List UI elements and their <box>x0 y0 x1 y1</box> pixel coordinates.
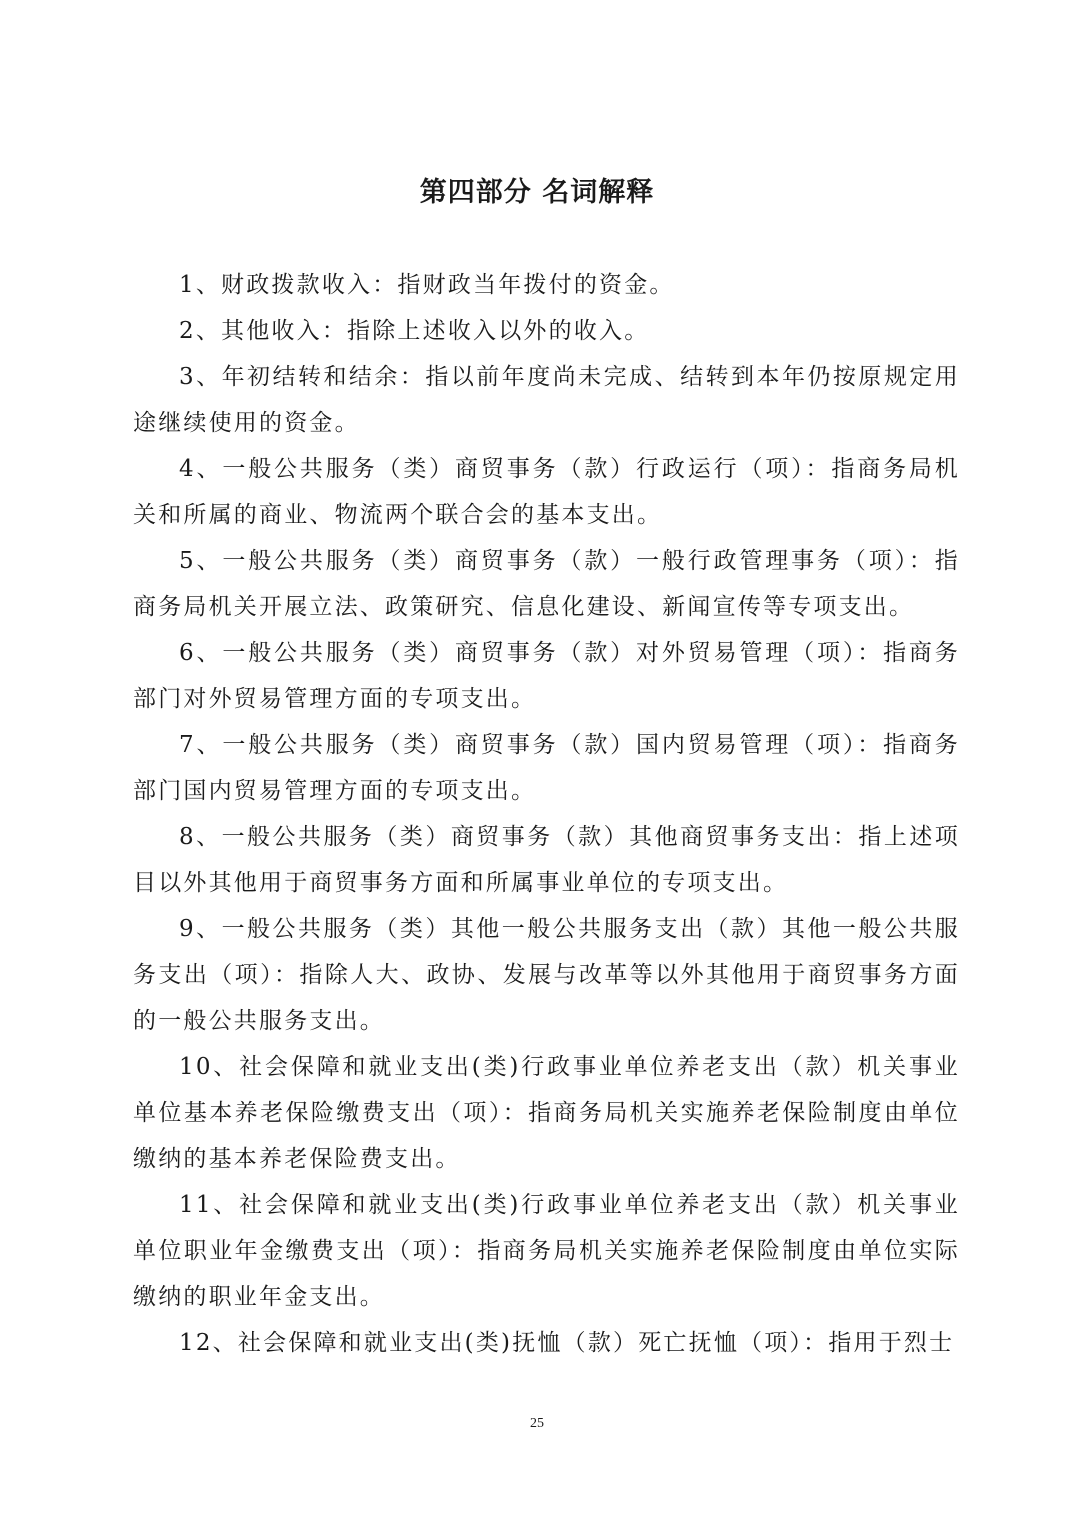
glossary-item-5: 5、一般公共服务（类）商贸事务（款）一般行政管理事务（项）：指商务局机关开展立法、政策研究、信息化建设、新闻宣传等专项支出。 <box>133 548 960 620</box>
page-title: 第四部分 名词解释 <box>419 177 655 208</box>
glossary-item-6: 6、一般公共服务（类）商贸事务（款）对外贸易管理（项）：指商务部门对外贸易管理方面的专项支出。 <box>133 640 960 712</box>
glossary-item-12: 12、社会保障和就业支出(类)抚恤（款）死亡抚恤（项）：指用于烈士 <box>179 1330 955 1356</box>
glossary-body <box>133 262 960 1366</box>
glossary-item-7: 7、一般公共服务（类）商贸事务（款）国内贸易管理（项）：指商务部门国内贸易管理方面的专项支出。 <box>133 732 960 804</box>
glossary-item-2: 2、其他收入：指除上述收入以外的收入。 <box>179 318 650 344</box>
glossary-item-10: 10、社会保障和就业支出(类)行政事业单位养老支出（款）机关事业单位基本养老保险缴费支出（项）：指商务局机关实施养老保险制度由单位缴纳的基本养老保险费支出。 <box>133 1054 960 1172</box>
glossary-item-8: 8、一般公共服务（类）商贸事务（款）其他商贸事务支出：指上述项目以外其他用于商贸事务方面和所属事业单位的专项支出。 <box>133 824 960 896</box>
glossary-item-11: 11、社会保障和就业支出(类)行政事业单位养老支出（款）机关事业单位职业年金缴费支出（项）：指商务局机关实施养老保险制度由单位实际缴纳的职业年金支出。 <box>133 1192 960 1310</box>
glossary-item-4: 4、一般公共服务（类）商贸事务（款）行政运行（项）：指商务局机关和所属的商业、物流两个联合会的基本支出。 <box>133 456 960 528</box>
glossary-item-9: 9、一般公共服务（类）其他一般公共服务支出（款）其他一般公共服务支出（项）：指除人大、政协、发展与改革等以外其他用于商贸事务方面的一般公共服务支出。 <box>133 916 960 1034</box>
glossary-item-1: 1、财政拨款收入：指财政当年拨付的资金。 <box>179 272 675 298</box>
page-number: 25 <box>530 1416 544 1431</box>
glossary-item-3: 3、年初结转和结余：指以前年度尚未完成、结转到本年仍按原规定用途继续使用的资金。 <box>133 364 960 436</box>
